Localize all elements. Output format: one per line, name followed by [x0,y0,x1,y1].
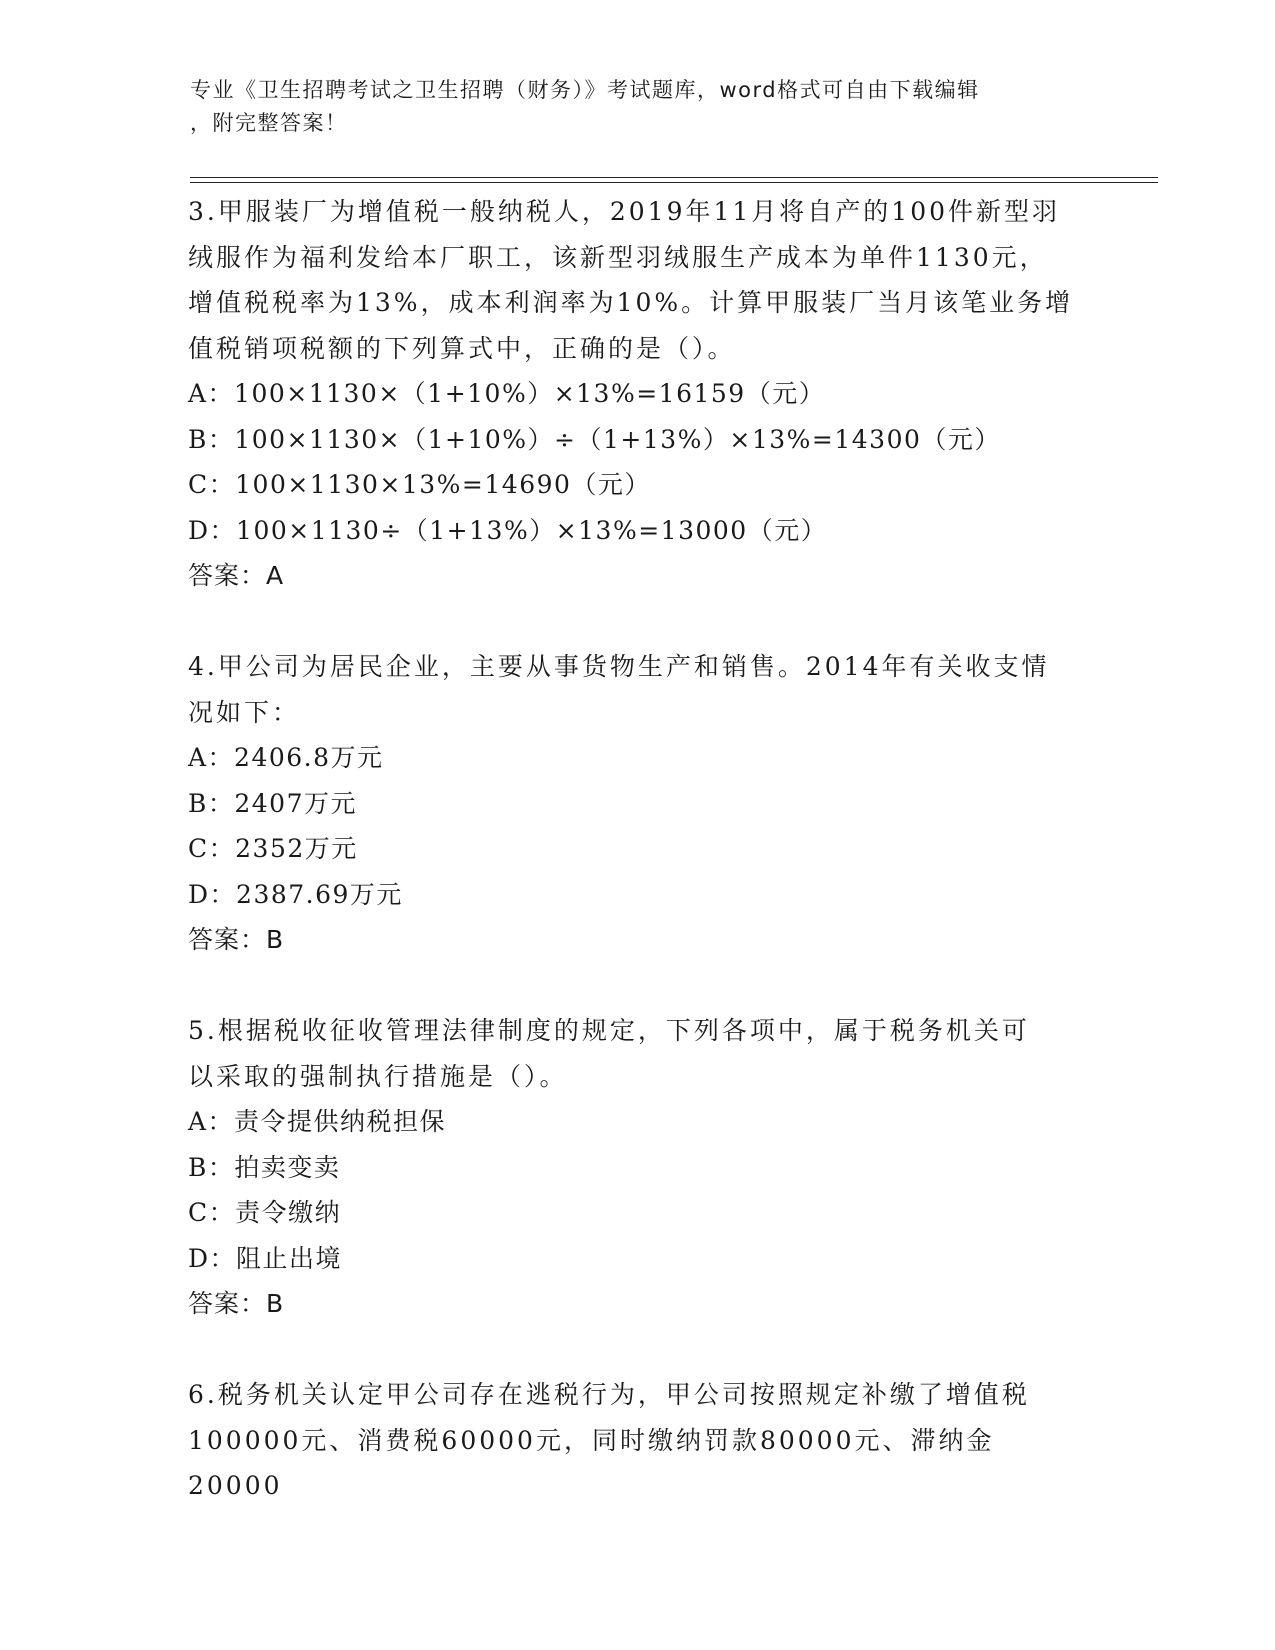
question-text-line: 5.根据税收征收管理法律制度的规定，下列各项中，属于税务机关可 [188,1016,1030,1045]
question-spacer [188,599,1088,645]
question-text-line: 4.甲公司为居民企业，主要从事货物生产和销售。2014年有关收支情 [188,652,1050,681]
question-spacer [188,963,1088,1009]
question-5 [188,1008,1088,1327]
question-3 [188,189,1088,599]
header-divider-bottom [190,182,1158,183]
option-a: A：责令提供纳税担保 [188,1107,447,1136]
question-text-line: 3.甲服装厂为增值税一般纳税人，2019年11月将自产的100件新型羽 [188,197,1061,226]
document-header [190,74,1090,140]
question-text-line: 增值税税率为13%，成本利润率为10%。计算甲服装厂当月该笔业务增 [188,288,1074,317]
option-a: A：100×1130×（1+10%）×13%=16159（元） [188,379,826,408]
option-c: C：责令缴纳 [188,1198,342,1227]
question-text-line: 值税销项税额的下列算式中，正确的是（）。 [188,333,736,363]
question-text-line: 以采取的强制执行措施是（）。 [188,1061,568,1091]
option-b: B：100×1130×（1+10%）÷（1+13%）×13%=14300（元） [188,424,1001,454]
option-b: B：2407万元 [188,788,357,818]
question-6 [188,1372,1088,1509]
option-d: D：2387.69万元 [188,879,403,909]
question-spacer [188,1327,1088,1373]
option-a: A：2406.8万元 [188,743,384,772]
answer-line: 答案：B [188,925,285,954]
option-d: D：阻止出境 [188,1243,343,1273]
question-text-line: 绒服作为福利发给本厂职工，该新型羽绒服生产成本为单件1130元， [188,242,1048,272]
header-divider-top [190,177,1158,178]
answer-line: 答案：B [188,1289,285,1318]
option-b: B：拍卖变卖 [188,1152,341,1182]
header-line-2: ，附完整答案！ [190,111,348,135]
question-4 [188,644,1088,963]
option-c: C：2352万元 [188,834,358,863]
answer-line: 答案：A [188,561,285,590]
header-line-1: 专业《卫生招聘考试之卫生招聘（财务）》考试题库，word格式可自由下载编辑 [190,78,980,102]
question-text-line: 6.税务机关认定甲公司存在逃税行为，甲公司按照规定补缴了增值税 [188,1380,1030,1409]
question-list [188,189,1088,1509]
question-text-line: 100000元、消费税60000元，同时缴纳罚款80000元、滞纳金20000 [188,1425,995,1500]
question-text-line: 况如下： [188,697,301,727]
option-d: D：100×1130÷（1+13%）×13%=13000（元） [188,515,828,545]
option-c: C：100×1130×13%=14690（元） [188,470,651,499]
